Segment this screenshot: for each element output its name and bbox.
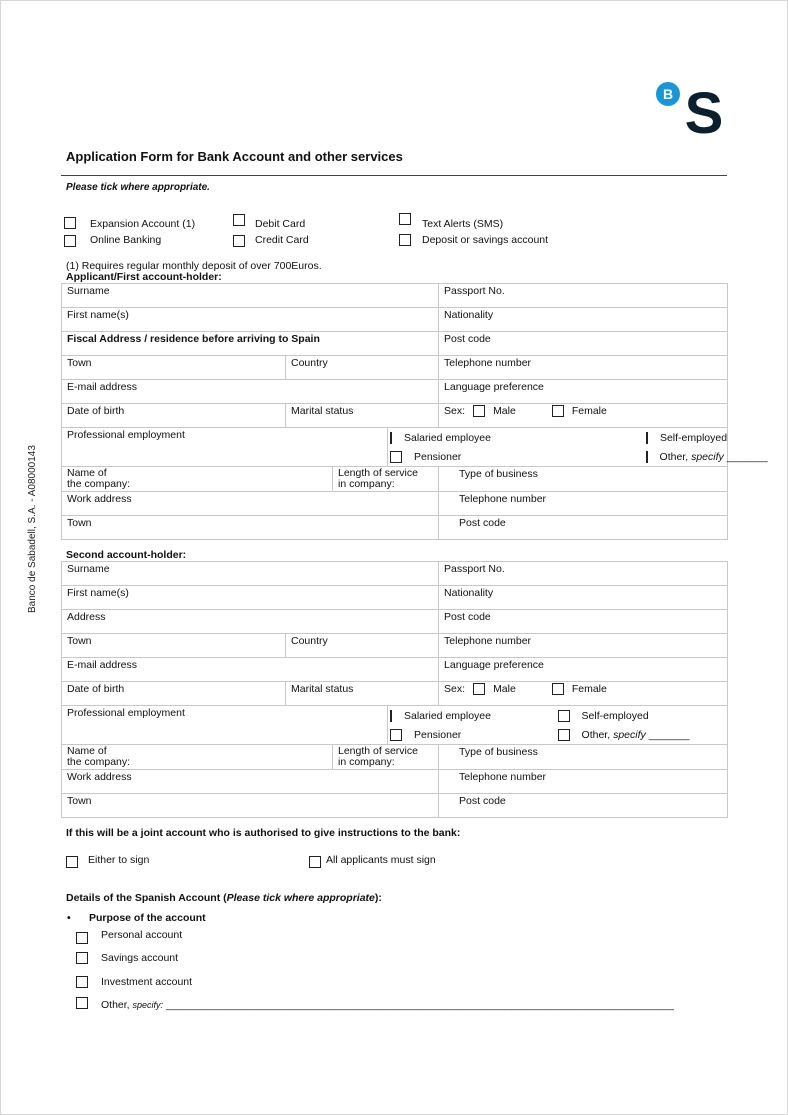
length-label-2: in company: xyxy=(338,478,395,490)
other-employment-label: Other, xyxy=(659,450,689,463)
type-of-business-field[interactable] xyxy=(439,467,728,492)
credit-card-checkbox[interactable] xyxy=(233,235,245,247)
length-label-1: Length of service xyxy=(338,467,418,479)
surname-field-2[interactable]: Surname xyxy=(62,562,439,586)
text-alerts-label: Text Alerts (SMS) xyxy=(422,218,504,230)
work-postcode-label-2: Post code xyxy=(459,795,506,807)
country-field-2[interactable]: Country xyxy=(286,634,439,658)
work-telephone-field-2[interactable] xyxy=(439,770,728,794)
other-employment-checkbox[interactable] xyxy=(646,451,648,463)
telephone-field[interactable]: Telephone number xyxy=(439,356,728,380)
fiscal-address-field[interactable]: Fiscal Address / residence before arriving to Spain xyxy=(62,332,439,356)
sex-field xyxy=(439,404,728,428)
salaried-label: Salaried employee xyxy=(404,431,491,444)
language-field[interactable]: Language preference xyxy=(439,380,728,404)
work-address-field[interactable]: Work address xyxy=(62,492,439,516)
side-legal-text: Banco de Sabadell, S.A. - A08000143 xyxy=(27,445,38,613)
self-employed-checkbox-2[interactable] xyxy=(558,710,570,722)
sex-female-label: Female xyxy=(571,405,607,417)
sex-male-label-2: Male xyxy=(493,683,516,695)
credit-card-label: Credit Card xyxy=(255,234,309,246)
bank-logo xyxy=(656,81,726,146)
address-field-2[interactable]: Address xyxy=(62,610,439,634)
details-heading-post: ): xyxy=(374,892,382,904)
professional-employment-field[interactable]: Professional employment xyxy=(62,428,388,467)
nationality-field[interactable]: Nationality xyxy=(439,308,728,332)
debit-card-label: Debit Card xyxy=(255,218,306,230)
other-account-label xyxy=(101,999,674,1011)
country-field[interactable]: Country xyxy=(286,356,439,380)
pensioner-label: Pensioner xyxy=(414,450,462,463)
email-field-2[interactable]: E-mail address xyxy=(62,658,439,682)
email-field[interactable]: E-mail address xyxy=(62,380,439,404)
employment-options-left-2 xyxy=(388,706,491,745)
employment-options-left xyxy=(388,428,491,467)
logo-letter-b: B xyxy=(662,86,674,102)
company-name-field-2[interactable] xyxy=(62,745,333,770)
sex-female-checkbox-2[interactable] xyxy=(552,683,564,695)
sex-male-checkbox-2[interactable] xyxy=(473,683,485,695)
pensioner-checkbox-2[interactable] xyxy=(390,729,402,741)
postcode-field-2[interactable]: Post code xyxy=(439,610,728,634)
page-title: Application Form for Bank Account and other services xyxy=(66,149,403,164)
either-to-sign-checkbox[interactable] xyxy=(66,856,78,868)
expansion-account-checkbox[interactable] xyxy=(64,217,76,229)
deposit-note: (1) Requires regular monthly deposit of over 700Euros. xyxy=(66,260,322,272)
salaried-checkbox-2[interactable] xyxy=(390,710,392,722)
self-employed-checkbox[interactable] xyxy=(646,432,648,444)
salaried-label-2: Salaried employee xyxy=(404,709,491,722)
purpose-heading: Purpose of the account xyxy=(89,912,206,924)
purpose-bullet: • xyxy=(67,912,71,924)
debit-card-checkbox[interactable] xyxy=(233,214,245,226)
pensioner-checkbox[interactable] xyxy=(390,451,402,463)
work-telephone-field[interactable] xyxy=(439,492,728,516)
first-holder-table xyxy=(61,283,768,540)
company-name-label-2-2: the company: xyxy=(67,756,131,768)
town-field-2[interactable]: Town xyxy=(62,634,286,658)
professional-employment-field-2[interactable]: Professional employment xyxy=(62,706,388,745)
company-name-label-1: Name of xyxy=(67,467,107,479)
other-account-text: Other, xyxy=(101,999,130,1011)
first-names-field[interactable]: First name(s) xyxy=(62,308,439,332)
online-banking-checkbox[interactable] xyxy=(64,235,76,247)
investment-account-checkbox[interactable] xyxy=(76,976,88,988)
tick-note: Please tick where appropriate. xyxy=(66,182,210,193)
business-label: Type of business xyxy=(459,468,538,480)
other-specify-label: specify xyxy=(691,450,724,463)
passport-field[interactable]: Passport No. xyxy=(439,284,728,308)
investment-account-label: Investment account xyxy=(101,976,193,988)
deposit-account-label: Deposit or savings account xyxy=(422,234,549,246)
marital-status-field[interactable]: Marital status xyxy=(286,404,439,428)
sex-female-label-2: Female xyxy=(571,683,607,695)
first-holder-heading: Applicant/First account-holder: xyxy=(66,271,222,283)
savings-account-label: Savings account xyxy=(101,952,179,964)
work-postcode-field[interactable] xyxy=(439,516,728,540)
personal-account-label: Personal account xyxy=(101,929,183,941)
work-town-field[interactable]: Town xyxy=(62,516,439,540)
other-account-checkbox[interactable] xyxy=(76,997,88,1009)
details-heading-em: Please tick where appropriate xyxy=(226,892,375,904)
nationality-field-2[interactable]: Nationality xyxy=(439,586,728,610)
second-holder-table xyxy=(61,561,728,818)
work-postcode-field-2[interactable] xyxy=(439,794,728,818)
dob-field[interactable]: Date of birth xyxy=(62,404,286,428)
sex-label-2: Sex: xyxy=(444,683,466,695)
company-name-label-1-2: Name of xyxy=(67,745,107,757)
savings-account-checkbox[interactable] xyxy=(76,952,88,964)
length-of-service-field-2[interactable] xyxy=(333,745,439,770)
other-specify-label-2: specify xyxy=(613,728,646,741)
salaried-checkbox[interactable] xyxy=(390,432,392,444)
language-field-2[interactable]: Language preference xyxy=(439,658,728,682)
expansion-account-label: Expansion Account (1) xyxy=(90,218,196,230)
personal-account-checkbox[interactable] xyxy=(76,932,88,944)
either-to-sign-label: Either to sign xyxy=(88,854,150,866)
all-must-sign-checkbox[interactable] xyxy=(309,856,321,868)
postcode-field[interactable]: Post code xyxy=(439,332,728,356)
details-heading-pre: Details of the Spanish Account ( xyxy=(66,892,227,904)
joint-account-heading: If this will be a joint account who is authorised to give instructions to the bank: xyxy=(66,827,461,839)
other-employment-label-2: Other, xyxy=(581,728,611,741)
other-account-specify-line[interactable]: _______________________________________________________________________________________ xyxy=(165,999,675,1011)
town-field[interactable]: Town xyxy=(62,356,286,380)
work-telephone-label-2: Telephone number xyxy=(459,771,547,783)
other-specify-line[interactable]: _______ xyxy=(726,450,768,463)
work-postcode-label: Post code xyxy=(459,517,506,529)
sex-female-checkbox[interactable] xyxy=(552,405,564,417)
length-of-service-field[interactable] xyxy=(333,467,439,492)
pensioner-label-2: Pensioner xyxy=(414,728,462,741)
self-employed-label-2: Self-employed xyxy=(581,709,649,722)
employment-options-right-2 xyxy=(470,706,728,745)
other-employment-checkbox-2[interactable] xyxy=(558,729,570,741)
surname-field[interactable]: Surname xyxy=(62,284,439,308)
all-must-sign-label: All applicants must sign xyxy=(326,854,436,866)
marital-status-field-2[interactable]: Marital status xyxy=(286,682,439,706)
self-employed-label: Self-employed xyxy=(659,431,728,444)
sex-male-label: Male xyxy=(493,405,516,417)
other-account-specify: specify: xyxy=(132,1000,164,1010)
length-label-1-2: Length of service xyxy=(338,745,418,757)
work-address-field-2[interactable]: Work address xyxy=(62,770,439,794)
employment-options-right xyxy=(470,428,768,467)
company-name-field[interactable] xyxy=(62,467,333,492)
logo-letter-s: S xyxy=(684,81,724,146)
sex-label: Sex: xyxy=(444,405,466,417)
passport-field-2[interactable]: Passport No. xyxy=(439,562,728,586)
first-names-field-2[interactable]: First name(s) xyxy=(62,586,439,610)
online-banking-label: Online Banking xyxy=(90,234,162,246)
second-holder-heading: Second account-holder: xyxy=(66,549,187,561)
length-label-2-2: in company: xyxy=(338,756,395,768)
text-alerts-checkbox[interactable] xyxy=(399,213,411,225)
sex-field-2 xyxy=(439,682,728,706)
company-name-label-2: the company: xyxy=(67,478,131,490)
deposit-account-checkbox[interactable] xyxy=(399,234,411,246)
telephone-field-2[interactable]: Telephone number xyxy=(439,634,728,658)
sex-male-checkbox[interactable] xyxy=(473,405,485,417)
other-specify-line-2[interactable]: _______ xyxy=(648,728,690,741)
title-divider xyxy=(61,175,727,176)
type-of-business-field-2[interactable] xyxy=(439,745,728,770)
work-town-field-2[interactable]: Town xyxy=(62,794,439,818)
work-telephone-label: Telephone number xyxy=(459,493,547,505)
business-label-2: Type of business xyxy=(459,746,538,758)
dob-field-2[interactable]: Date of birth xyxy=(62,682,286,706)
spanish-account-heading xyxy=(66,892,382,904)
